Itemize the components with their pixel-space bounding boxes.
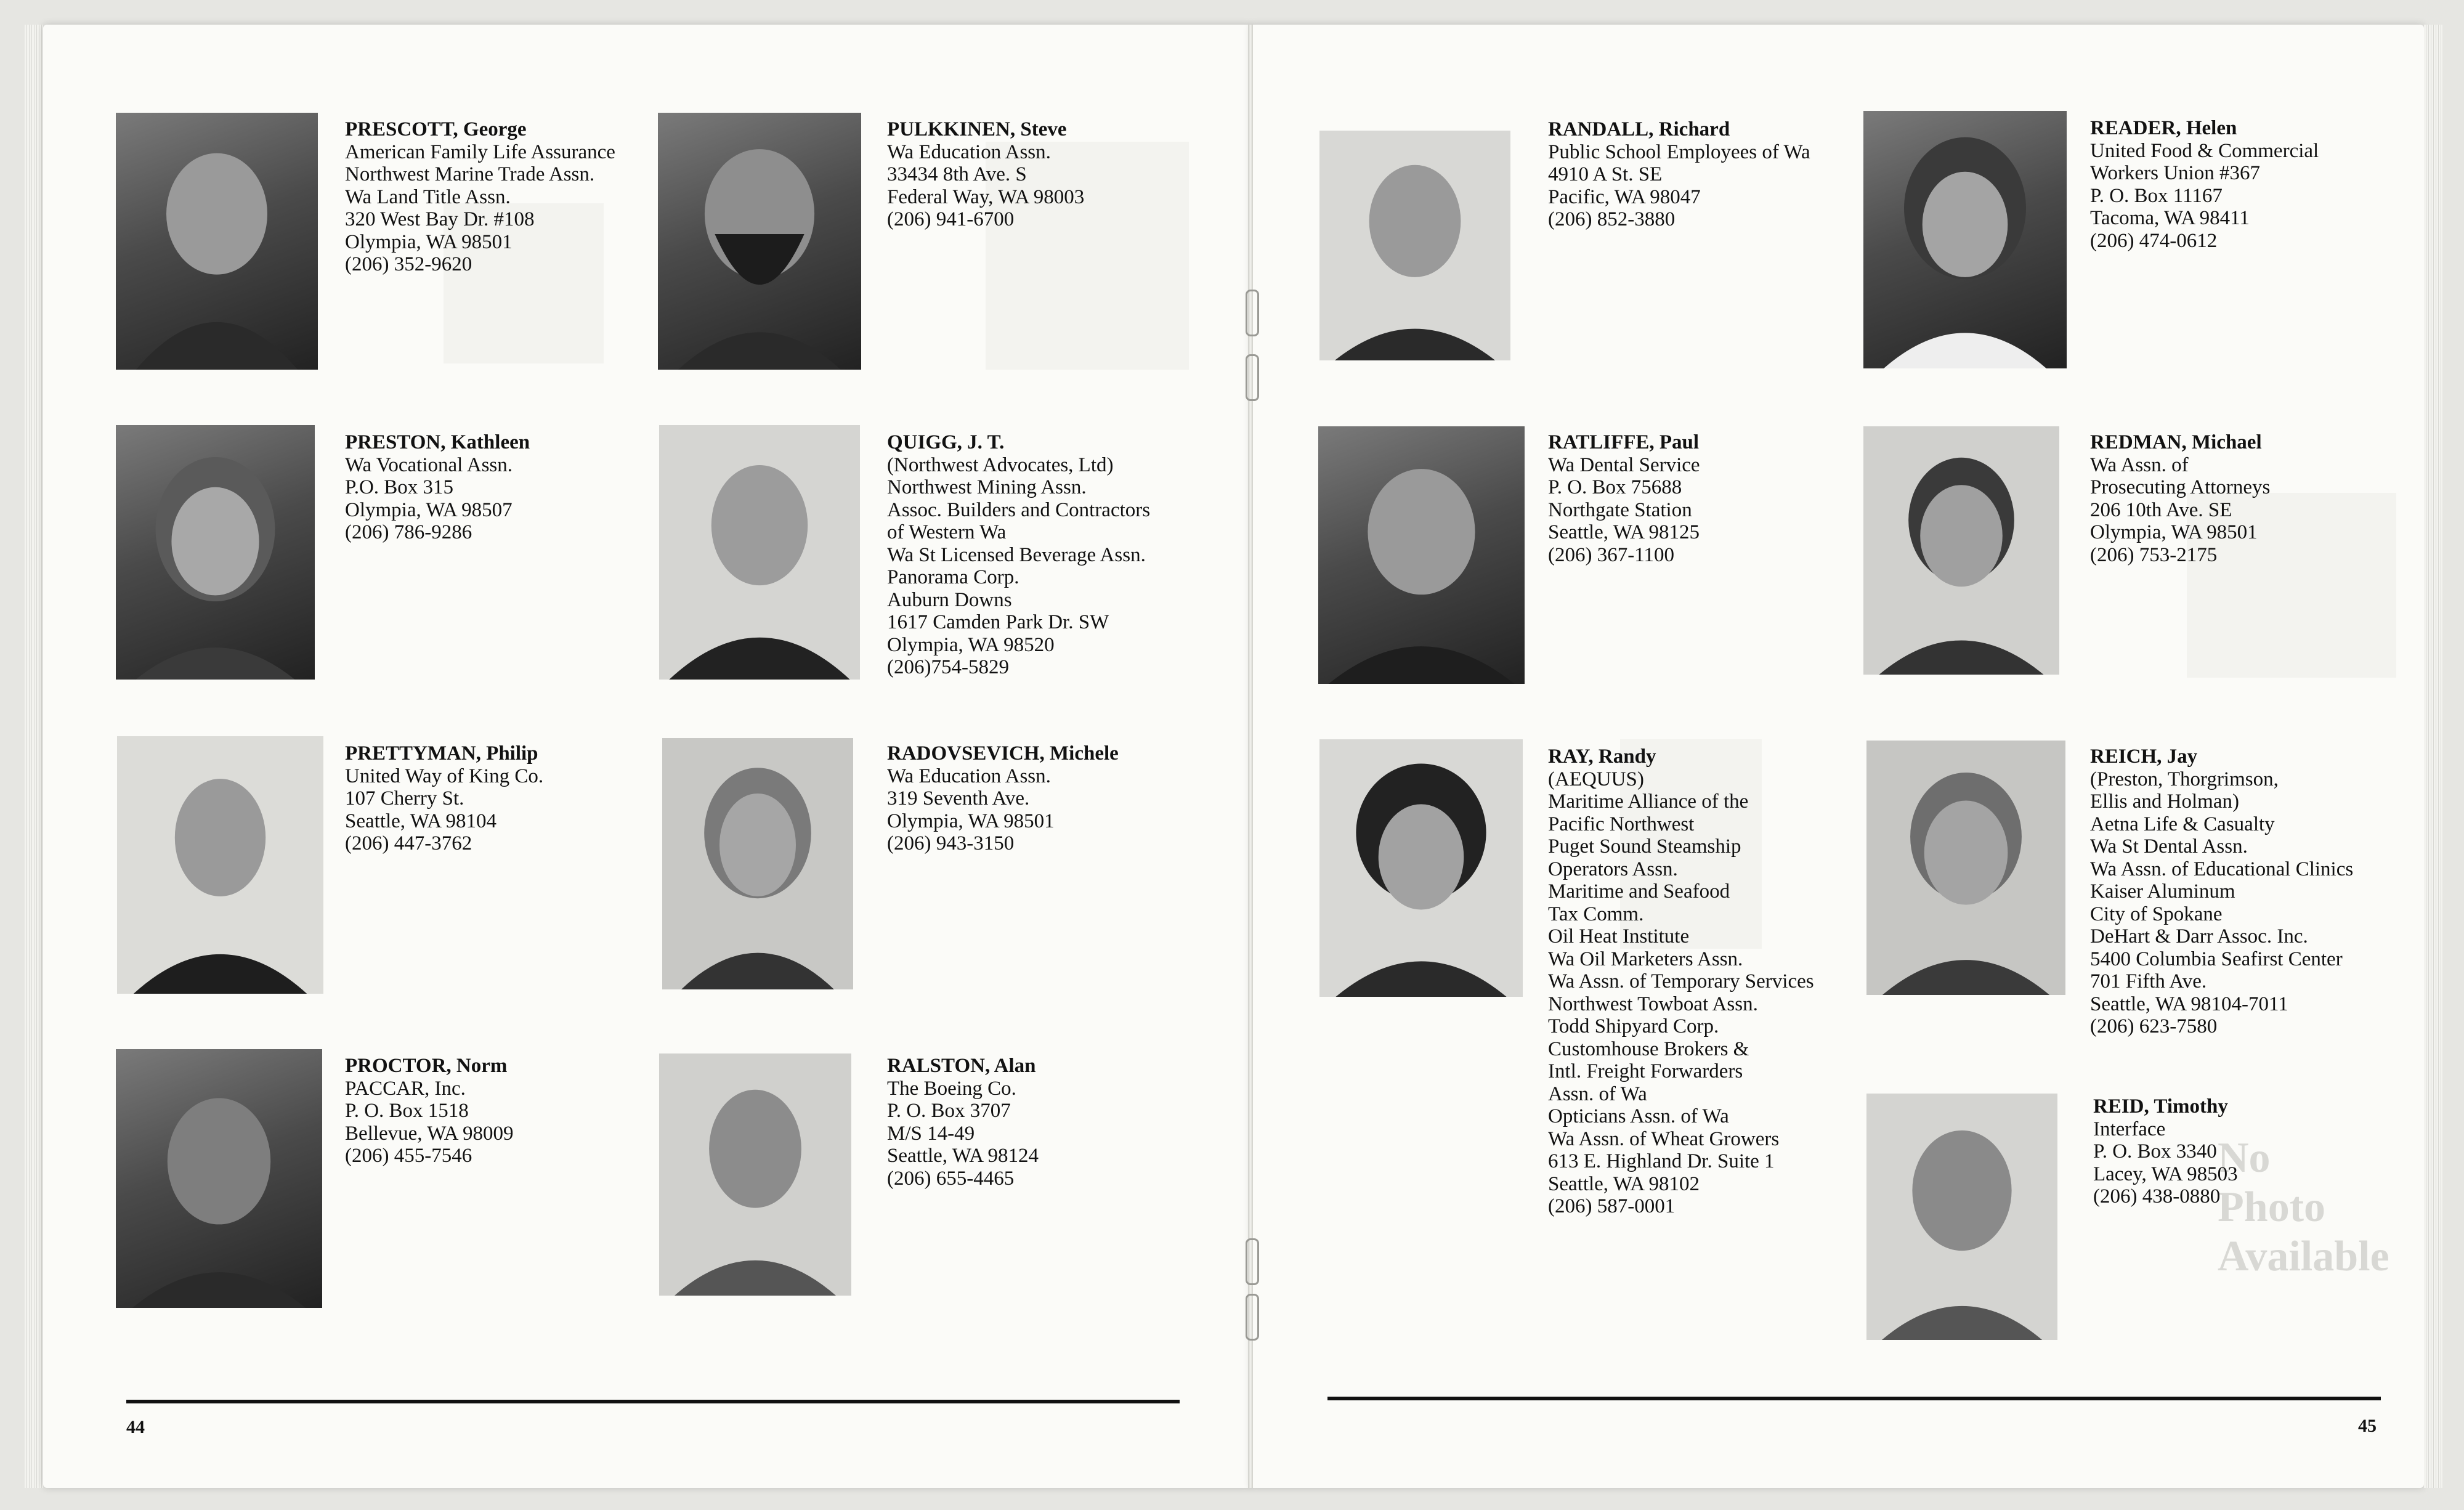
entry-line: DeHart & Darr Assoc. Inc.	[2090, 925, 2308, 948]
entry-line: Prosecuting Attorneys	[2090, 476, 2271, 498]
entry-line: Public School Employees of Wa	[1548, 140, 1810, 163]
portrait-photo	[659, 425, 860, 680]
entry-line: Maritime and Seafood	[1548, 880, 1730, 903]
entry-line: Seattle, WA 98104	[345, 810, 496, 832]
entry-line: 613 E. Highland Dr. Suite 1	[1548, 1150, 1775, 1172]
entry-line: Northwest Towboat Assn.	[1548, 992, 1758, 1015]
entry-line: Panorama Corp.	[887, 566, 1019, 588]
entry-line: (206) 352-9620	[345, 253, 472, 275]
entry-line: (AEQUUS)	[1548, 768, 1644, 790]
entry-line: Wa Assn. of Educational Clinics	[2090, 858, 2354, 880]
entry-line: (206) 367-1100	[1548, 543, 1674, 566]
entry-line: Interface	[2093, 1118, 2166, 1140]
entry-line: Wa Vocational Assn.	[345, 453, 513, 476]
entry-line: Northwest Marine Trade Assn.	[345, 163, 595, 185]
entry-line: 107 Cherry St.	[345, 787, 464, 810]
entry-line: (206) 941-6700	[887, 208, 1015, 230]
entry-line: P. O. Box 1518	[345, 1100, 469, 1122]
entry-info	[2090, 431, 2270, 566]
entry-line: Olympia, WA 98501	[887, 810, 1055, 832]
entry-line: P. O. Box 11167	[2090, 184, 2223, 207]
entry-line: Tax Comm.	[1548, 903, 1644, 925]
entry-line: Northgate Station	[1548, 498, 1692, 521]
entry-line: 320 West Bay Dr. #108	[345, 208, 535, 230]
entry-info	[1548, 118, 1810, 231]
entry-line: (206) 852-3880	[1548, 208, 1676, 230]
portrait-photo	[117, 736, 323, 994]
footer-rule	[1327, 1397, 2381, 1400]
entry-line: Todd Shipyard Corp.	[1548, 1015, 1719, 1037]
entry-line: (206) 753-2175	[2090, 543, 2218, 566]
entry-line: Pacific Northwest	[1548, 813, 1695, 835]
entry-line: Pacific, WA 98047	[1548, 185, 1701, 208]
entry-name: RADOVSEVICH, Michele	[887, 742, 1119, 765]
portrait-photo	[658, 113, 861, 370]
entry-line: Assn. of Wa	[1548, 1082, 1647, 1105]
entry-name: RALSTON, Alan	[887, 1055, 1036, 1077]
right-page-edge	[2424, 25, 2442, 1488]
entry-line: Aetna Life & Casualty	[2090, 813, 2275, 835]
entry-line: Wa Assn. of Temporary Services	[1548, 970, 1814, 992]
entry-line: Wa Education Assn.	[887, 765, 1051, 787]
entry-line: 319 Seventh Ave.	[887, 787, 1030, 810]
entry-line: 206 10th Ave. SE	[2090, 498, 2232, 521]
staple-bottom-2	[1246, 1294, 1259, 1341]
portrait-photo	[116, 1049, 322, 1308]
entry-line: United Way of King Co.	[345, 765, 544, 787]
entry-info	[887, 118, 1084, 231]
entry-line: of Western Wa	[887, 521, 1007, 543]
entry-info	[345, 118, 615, 276]
entry-line: The Boeing Co.	[887, 1077, 1016, 1100]
entry-line: Wa St Licensed Beverage Assn.	[887, 543, 1146, 566]
entry-line: 701 Fifth Ave.	[2090, 970, 2207, 992]
entry-line: Maritime Alliance of the	[1548, 790, 1749, 813]
portrait-photo	[1866, 741, 2065, 995]
entry-line: (206) 474-0612	[2090, 229, 2218, 252]
entry-line: Tacoma, WA 98411	[2090, 207, 2250, 229]
entry-line: Opticians Assn. of Wa	[1548, 1105, 1729, 1127]
entry-name: RATLIFFE, Paul	[1548, 431, 1700, 453]
entry-line: (206) 455-7546	[345, 1145, 472, 1167]
entry-line: (206) 623-7580	[2090, 1015, 2218, 1037]
entry-line: PACCAR, Inc.	[345, 1077, 466, 1100]
entry-line: Assoc. Builders and Contractors	[887, 498, 1151, 521]
entry-line: Wa Assn. of Wheat Growers	[1548, 1127, 1780, 1150]
left-page-edge	[25, 25, 43, 1488]
portrait-photo	[1319, 131, 1510, 360]
entry-info	[2093, 1095, 2238, 1208]
entry-line: United Food & Commercial	[2090, 139, 2319, 162]
show-through-text: No Photo Available	[2218, 1134, 2389, 1280]
entry-line: P.O. Box 315	[345, 476, 454, 498]
entry-line: P. O. Box 3340	[2093, 1140, 2217, 1163]
entry-info	[1548, 745, 1814, 1218]
entry-line: (206) 438-0880	[2093, 1185, 2221, 1208]
entry-info	[1548, 431, 1700, 566]
entry-name: REICH, Jay	[2090, 745, 2198, 768]
entry-line: Intl. Freight Forwarders	[1548, 1060, 1743, 1082]
footer-rule	[126, 1400, 1180, 1403]
staple-top-2	[1246, 354, 1259, 401]
entry-line: Olympia, WA 98501	[2090, 521, 2258, 543]
portrait-photo	[1863, 426, 2059, 675]
entry-info	[345, 742, 543, 855]
entry-line: Wa Oil Marketers Assn.	[1548, 948, 1743, 970]
entry-name: PRESCOTT, George	[345, 118, 527, 140]
entry-line: Puget Sound Steamship	[1548, 835, 1741, 858]
entry-name: RANDALL, Richard	[1548, 118, 1730, 140]
entry-name: PRESTON, Kathleen	[345, 431, 530, 453]
entry-line: American Family Life Assurance	[345, 140, 615, 163]
entry-line: (Northwest Advocates, Ltd)	[887, 453, 1114, 476]
entry-info	[887, 431, 1150, 679]
entry-line: (Preston, Thorgrimson,	[2090, 768, 2279, 790]
entry-line: Wa Assn. of	[2090, 453, 2189, 476]
entry-name: READER, Helen	[2090, 117, 2237, 139]
entry-info	[887, 742, 1119, 855]
entry-line: (206) 447-3762	[345, 832, 472, 854]
entry-line: Bellevue, WA 98009	[345, 1122, 514, 1145]
entry-name: REDMAN, Michael	[2090, 431, 2262, 453]
entry-line: (206)754-5829	[887, 656, 1009, 678]
entry-name: PRETTYMAN, Philip	[345, 742, 538, 765]
entry-name: QUIGG, J. T.	[887, 431, 1005, 453]
entry-name: PROCTOR, Norm	[345, 1055, 508, 1077]
entry-line: Kaiser Aluminum	[2090, 880, 2235, 903]
entry-line: Olympia, WA 98507	[345, 498, 513, 521]
entry-name: REID, Timothy	[2093, 1095, 2228, 1118]
entry-line: Seattle, WA 98125	[1548, 521, 1700, 543]
entry-line: Olympia, WA 98501	[345, 230, 513, 253]
portrait-photo	[662, 738, 853, 989]
entry-line: Customhouse Brokers &	[1548, 1037, 1749, 1060]
entry-line: Workers Union #367	[2090, 162, 2260, 184]
entry-line: Seattle, WA 98124	[887, 1145, 1039, 1167]
entry-line: Wa Education Assn.	[887, 140, 1051, 163]
staple-bottom	[1246, 1238, 1259, 1285]
entry-line: (206) 655-4465	[887, 1167, 1015, 1190]
entry-line: Wa St Dental Assn.	[2090, 835, 2248, 858]
entry-info	[2090, 117, 2319, 252]
entry-line: (206) 587-0001	[1548, 1195, 1676, 1217]
entry-line: Oil Heat Institute	[1548, 925, 1690, 948]
entry-line: Olympia, WA 98520	[887, 633, 1055, 656]
entry-line: Operators Assn.	[1548, 858, 1678, 880]
portrait-photo	[1863, 111, 2067, 368]
entry-line: Lacey, WA 98503	[2093, 1163, 2238, 1185]
entry-info	[345, 1055, 513, 1167]
entry-name: PULKKINEN, Steve	[887, 118, 1067, 140]
entry-line: Auburn Downs	[887, 588, 1012, 611]
entry-line: P. O. Box 75688	[1548, 476, 1682, 498]
entry-line: Seattle, WA 98104-7011	[2090, 992, 2288, 1015]
staple-top	[1246, 290, 1259, 336]
entry-info	[887, 1055, 1039, 1190]
portrait-photo	[116, 425, 315, 680]
entry-line: Wa Dental Service	[1548, 453, 1700, 476]
portrait-photo	[659, 1053, 851, 1296]
entry-line: Seattle, WA 98102	[1548, 1172, 1700, 1195]
entry-line: 5400 Columbia Seafirst Center	[2090, 948, 2343, 970]
entry-line: 4910 A St. SE	[1548, 163, 1663, 185]
entry-line: P. O. Box 3707	[887, 1100, 1011, 1122]
entry-line: Ellis and Holman)	[2090, 790, 2239, 813]
page-number: 44	[126, 1417, 145, 1437]
entry-line: (206) 786-9286	[345, 521, 472, 543]
entry-line: (206) 943-3150	[887, 832, 1015, 854]
entry-line: Wa Land Title Assn.	[345, 185, 511, 208]
portrait-photo	[1866, 1094, 2057, 1340]
entry-line: Federal Way, WA 98003	[887, 185, 1085, 208]
entry-line: Northwest Mining Assn.	[887, 476, 1087, 498]
page-number: 45	[2358, 1416, 2377, 1436]
entry-info	[2090, 745, 2353, 1038]
entry-name: RAY, Randy	[1548, 745, 1656, 768]
entry-info	[345, 431, 530, 544]
entry-line: 1617 Camden Park Dr. SW	[887, 611, 1109, 633]
entry-line: City of Spokane	[2090, 903, 2223, 925]
portrait-photo	[1319, 739, 1523, 997]
portrait-photo	[116, 113, 318, 370]
entry-line: M/S 14-49	[887, 1122, 975, 1145]
portrait-photo	[1318, 426, 1525, 684]
entry-line: 33434 8th Ave. S	[887, 163, 1027, 185]
